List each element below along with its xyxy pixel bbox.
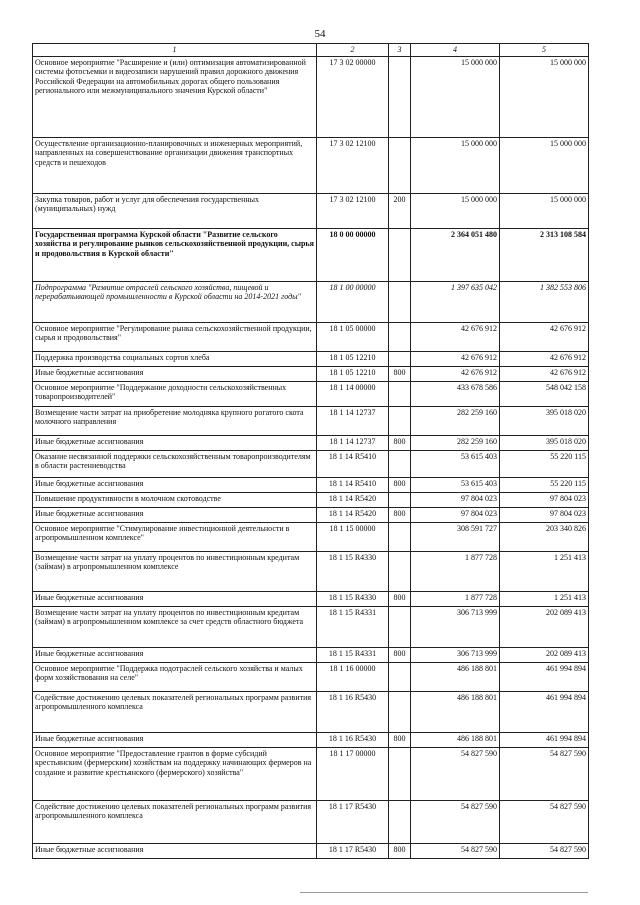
row-amount-2020-cell: 42 676 912 <box>411 366 500 381</box>
row-type-cell <box>389 381 411 406</box>
row-name-cell: Осуществление организационно-планировочных и инженерных мероприятий, направленных на совершенствование организации движения транспортных средств и пешеходов <box>33 137 317 193</box>
row-code-cell: 18 1 17 R5430 <box>317 800 389 843</box>
row-name-cell: Иные бюджетные ассигнования <box>33 366 317 381</box>
row-code-cell: 18 1 14 12737 <box>317 435 389 450</box>
table-row <box>33 662 589 691</box>
table-row <box>33 193 589 228</box>
row-amount-2020-cell: 486 188 801 <box>411 691 500 732</box>
row-name-cell: Поддержка производства социальных сортов хлеба <box>33 351 317 366</box>
table-row <box>33 56 589 137</box>
table-row <box>33 435 589 450</box>
row-code-cell: 18 1 05 12210 <box>317 366 389 381</box>
row-name-cell: Основное мероприятие "Поддержка подотраслей сельского хозяйства и малых форм хозяйствования на селе" <box>33 662 317 691</box>
row-code-cell: 18 1 15 R4330 <box>317 591 389 606</box>
row-amount-2021-cell: 461 994 894 <box>500 732 589 747</box>
row-amount-2021-cell: 54 827 590 <box>500 843 589 858</box>
table-row <box>33 551 589 591</box>
row-amount-2021-cell: 54 827 590 <box>500 800 589 843</box>
table-row <box>33 691 589 732</box>
row-type-cell: 800 <box>389 366 411 381</box>
row-amount-2021-cell: 15 000 000 <box>500 56 589 137</box>
table-row <box>33 492 589 507</box>
table-row <box>33 406 589 435</box>
row-name-cell: Иные бюджетные ассигнования <box>33 647 317 662</box>
row-amount-2020-cell: 282 259 160 <box>411 435 500 450</box>
row-amount-2020-cell: 53 615 403 <box>411 477 500 492</box>
row-type-cell <box>389 228 411 281</box>
bottom-rule <box>300 892 588 893</box>
row-type-cell: 800 <box>389 477 411 492</box>
row-amount-2021-cell: 203 340 826 <box>500 522 589 551</box>
row-amount-2021-cell: 42 676 912 <box>500 351 589 366</box>
table-row <box>33 507 589 522</box>
row-amount-2020-cell: 1 877 728 <box>411 551 500 591</box>
row-amount-2021-cell: 1 382 553 806 <box>500 281 589 322</box>
row-type-cell <box>389 450 411 477</box>
row-code-cell: 18 1 15 R4330 <box>317 551 389 591</box>
header-cell-5: 5 <box>500 44 589 57</box>
row-code-cell: 18 1 14 R5420 <box>317 492 389 507</box>
row-name-cell: Возмещение части затрат на приобретение молодняка крупного рогатого скота молочного направления <box>33 406 317 435</box>
row-code-cell: 18 1 17 00000 <box>317 747 389 800</box>
row-amount-2021-cell: 55 220 115 <box>500 450 589 477</box>
row-amount-2021-cell: 42 676 912 <box>500 322 589 351</box>
row-amount-2021-cell: 55 220 115 <box>500 477 589 492</box>
row-type-cell <box>389 406 411 435</box>
row-amount-2020-cell: 486 188 801 <box>411 662 500 691</box>
row-code-cell: 18 1 16 R5430 <box>317 691 389 732</box>
row-amount-2020-cell: 15 000 000 <box>411 56 500 137</box>
row-name-cell: Основное мероприятие "Расширение и (или) оптимизация автоматизированной системы фотосъемки и видеозаписи нарушений правил дорожного движения Российской Федерации на автомобильных дорогах общего пользования регионального или межмуниципального значения Курской области" <box>33 56 317 137</box>
row-type-cell <box>389 56 411 137</box>
row-name-cell: Содействие достижению целевых показателей региональных программ развития агропромышленного комплекса <box>33 800 317 843</box>
row-type-cell <box>389 747 411 800</box>
table-row <box>33 647 589 662</box>
row-name-cell: Содействие достижению целевых показателей региональных программ развития агропромышленного комплекса <box>33 691 317 732</box>
table-row <box>33 137 589 193</box>
row-code-cell: 18 0 00 00000 <box>317 228 389 281</box>
row-amount-2021-cell: 1 251 413 <box>500 591 589 606</box>
table-row <box>33 450 589 477</box>
row-type-cell: 800 <box>389 591 411 606</box>
row-code-cell: 18 1 05 00000 <box>317 322 389 351</box>
row-name-cell: Иные бюджетные ассигнования <box>33 435 317 450</box>
row-amount-2020-cell: 97 804 023 <box>411 507 500 522</box>
row-code-cell: 17 3 02 12100 <box>317 137 389 193</box>
row-name-cell: Повышение продуктивности в молочном скотоводстве <box>33 492 317 507</box>
table-body <box>33 44 589 859</box>
row-type-cell: 200 <box>389 193 411 228</box>
row-amount-2021-cell: 395 018 020 <box>500 406 589 435</box>
row-amount-2020-cell: 1 877 728 <box>411 591 500 606</box>
table-row <box>33 322 589 351</box>
row-type-cell <box>389 492 411 507</box>
row-type-cell <box>389 800 411 843</box>
row-name-cell: Основное мероприятие "Поддержание доходности сельскохозяйственных товаропроизводителей" <box>33 381 317 406</box>
row-name-cell: Закупка товаров, работ и услуг для обеспечения государственных (муниципальных) нужд <box>33 193 317 228</box>
row-amount-2021-cell: 461 994 894 <box>500 691 589 732</box>
row-type-cell: 800 <box>389 732 411 747</box>
row-amount-2021-cell: 97 804 023 <box>500 507 589 522</box>
row-code-cell: 18 1 14 R5410 <box>317 477 389 492</box>
row-name-cell: Возмещение части затрат на уплату процентов по инвестиционным кредитам (займам) в агропромышленном комплексе за счет средств областного бюджета <box>33 606 317 647</box>
table-row <box>33 477 589 492</box>
table-row <box>33 732 589 747</box>
row-amount-2020-cell: 97 804 023 <box>411 492 500 507</box>
table-row <box>33 281 589 322</box>
row-amount-2020-cell: 42 676 912 <box>411 322 500 351</box>
row-code-cell: 18 1 14 R5410 <box>317 450 389 477</box>
row-amount-2020-cell: 306 713 999 <box>411 647 500 662</box>
row-name-cell: Подпрограмма "Развитие отраслей сельского хозяйства, пищевой и перерабатывающей промышленности в Курской области на 2014-2021 годы" <box>33 281 317 322</box>
row-amount-2020-cell: 2 364 051 480 <box>411 228 500 281</box>
row-name-cell: Иные бюджетные ассигнования <box>33 732 317 747</box>
row-code-cell: 18 1 05 12210 <box>317 351 389 366</box>
row-amount-2020-cell: 54 827 590 <box>411 843 500 858</box>
row-type-cell <box>389 522 411 551</box>
row-code-cell: 18 1 14 12737 <box>317 406 389 435</box>
row-type-cell: 800 <box>389 647 411 662</box>
table-row <box>33 843 589 858</box>
header-cell-1: 1 <box>33 44 317 57</box>
row-amount-2020-cell: 486 188 801 <box>411 732 500 747</box>
row-type-cell <box>389 281 411 322</box>
row-code-cell: 18 1 17 R5430 <box>317 843 389 858</box>
row-amount-2021-cell: 548 042 158 <box>500 381 589 406</box>
row-amount-2021-cell: 42 676 912 <box>500 366 589 381</box>
row-code-cell: 18 1 00 00000 <box>317 281 389 322</box>
row-name-cell: Государственная программа Курской области "Развитие сельского хозяйства и регулирование рынков сельскохозяйственной продукции, сырья и продовольствия в Курской области" <box>33 228 317 281</box>
row-type-cell <box>389 551 411 591</box>
row-amount-2021-cell: 1 251 413 <box>500 551 589 591</box>
row-code-cell: 18 1 15 00000 <box>317 522 389 551</box>
row-code-cell: 18 1 14 00000 <box>317 381 389 406</box>
row-type-cell <box>389 351 411 366</box>
row-amount-2021-cell: 97 804 023 <box>500 492 589 507</box>
row-code-cell: 18 1 16 R5430 <box>317 732 389 747</box>
table-row <box>33 606 589 647</box>
row-amount-2020-cell: 15 000 000 <box>411 193 500 228</box>
row-name-cell: Основное мероприятие "Предоставление грантов в форме субсидий крестьянским (фермерским) хозяйствам на поддержку начинающих фермеров на создание и развитие крестьянского (фермерского) хозяйства" <box>33 747 317 800</box>
row-amount-2020-cell: 282 259 160 <box>411 406 500 435</box>
row-name-cell: Возмещение части затрат на уплату процентов по инвестиционным кредитам (займам) в агропромышленном комплексе <box>33 551 317 591</box>
row-amount-2021-cell: 54 827 590 <box>500 747 589 800</box>
budget-table <box>32 43 589 859</box>
table-row <box>33 228 589 281</box>
row-type-cell <box>389 691 411 732</box>
row-code-cell: 18 1 15 R4331 <box>317 647 389 662</box>
row-name-cell: Иные бюджетные ассигнования <box>33 477 317 492</box>
table-row <box>33 351 589 366</box>
row-code-cell: 17 3 02 12100 <box>317 193 389 228</box>
row-amount-2020-cell: 42 676 912 <box>411 351 500 366</box>
page-number: 54 <box>314 28 326 40</box>
row-name-cell: Основное мероприятие "Регулирование рынка сельскохозяйственной продукции, сырья и продовольствия" <box>33 322 317 351</box>
row-code-cell: 18 1 14 R5420 <box>317 507 389 522</box>
header-cell-3: 3 <box>389 44 411 57</box>
row-amount-2021-cell: 15 000 000 <box>500 193 589 228</box>
row-type-cell: 800 <box>389 507 411 522</box>
table-row <box>33 747 589 800</box>
row-amount-2021-cell: 461 994 894 <box>500 662 589 691</box>
row-type-cell: 800 <box>389 843 411 858</box>
table-row <box>33 591 589 606</box>
row-amount-2020-cell: 53 615 403 <box>411 450 500 477</box>
row-amount-2020-cell: 54 827 590 <box>411 747 500 800</box>
header-cell-2: 2 <box>317 44 389 57</box>
row-amount-2021-cell: 395 018 020 <box>500 435 589 450</box>
header-cell-4: 4 <box>411 44 500 57</box>
row-amount-2020-cell: 54 827 590 <box>411 800 500 843</box>
row-amount-2021-cell: 202 089 413 <box>500 606 589 647</box>
row-amount-2021-cell: 15 000 000 <box>500 137 589 193</box>
table-row <box>33 366 589 381</box>
row-code-cell: 18 1 16 00000 <box>317 662 389 691</box>
row-type-cell <box>389 662 411 691</box>
row-name-cell: Оказание несвязанной поддержки сельскохозяйственным товаропроизводителям в области растениеводства <box>33 450 317 477</box>
row-amount-2021-cell: 202 089 413 <box>500 647 589 662</box>
row-amount-2020-cell: 433 678 586 <box>411 381 500 406</box>
row-amount-2020-cell: 308 591 727 <box>411 522 500 551</box>
row-name-cell: Иные бюджетные ассигнования <box>33 507 317 522</box>
row-amount-2021-cell: 2 313 108 584 <box>500 228 589 281</box>
table-header-row <box>33 44 589 57</box>
row-code-cell: 17 3 02 00000 <box>317 56 389 137</box>
row-name-cell: Основное мероприятие "Стимулирование инвестиционной деятельности в агропромышленном комплексе" <box>33 522 317 551</box>
row-amount-2020-cell: 1 397 635 042 <box>411 281 500 322</box>
row-type-cell <box>389 606 411 647</box>
table-row <box>33 522 589 551</box>
row-amount-2020-cell: 15 000 000 <box>411 137 500 193</box>
row-type-cell: 800 <box>389 435 411 450</box>
row-type-cell <box>389 137 411 193</box>
row-amount-2020-cell: 306 713 999 <box>411 606 500 647</box>
table-row <box>33 800 589 843</box>
row-code-cell: 18 1 15 R4331 <box>317 606 389 647</box>
table-row <box>33 381 589 406</box>
row-type-cell <box>389 322 411 351</box>
row-name-cell: Иные бюджетные ассигнования <box>33 591 317 606</box>
row-name-cell: Иные бюджетные ассигнования <box>33 843 317 858</box>
